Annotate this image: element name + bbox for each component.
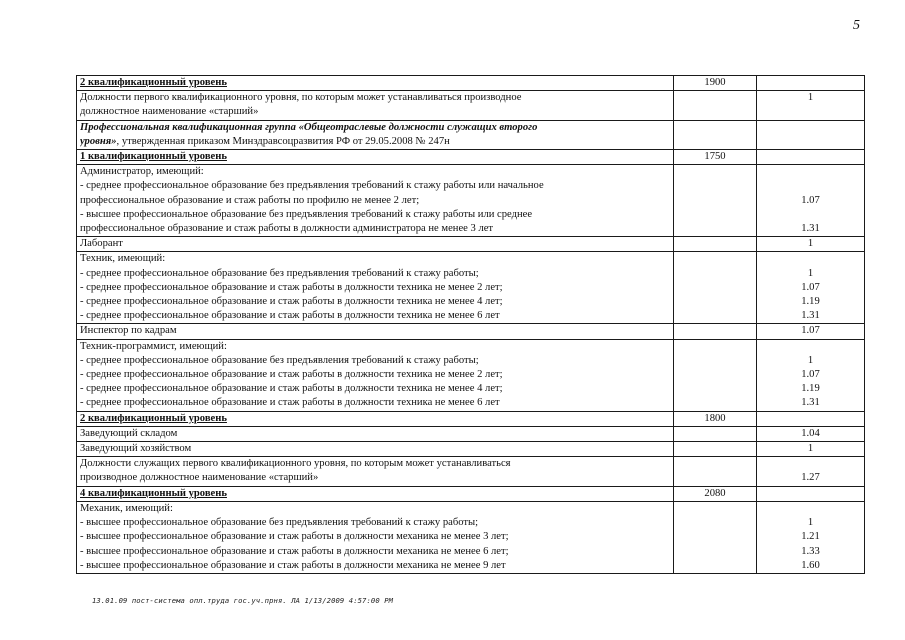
page-number: 5 <box>853 18 860 33</box>
position-text-line: Техник-программист, имеющий: <box>80 340 227 352</box>
coefficient-cell <box>757 486 865 501</box>
coefficient-value <box>760 457 861 471</box>
position-cell <box>77 339 674 411</box>
group-title-rest: , утвержденная приказом Минздравсоцразвития РФ от 29.05.2008 № 247н <box>116 135 450 147</box>
position-text-line: Лаборант <box>80 238 123 250</box>
position-cell <box>77 165 674 237</box>
coefficient-value: 1.27 <box>801 472 820 484</box>
position-text-line: Механик, имеющий: <box>80 502 173 514</box>
position-text-line: Должности служащих первого квалификационного уровня, по которым может устанавливаться <box>80 458 511 470</box>
coefficient-value: 1.60 <box>801 559 820 571</box>
salary-table <box>76 75 865 574</box>
coefficient-value: 1.19 <box>801 296 820 308</box>
coefficient-value: 1.21 <box>801 531 820 543</box>
position-cell <box>77 442 674 457</box>
coefficient-value: 1.31 <box>801 310 820 322</box>
table-row <box>77 501 865 573</box>
position-text-line: - среднее профессиональное образование без предъявления требований к стажу работы; <box>80 267 479 279</box>
position-text-line: - высшее профессиональное образование без предъявления требований к стажу работы; <box>80 517 479 529</box>
coefficient-value: 1.31 <box>801 397 820 409</box>
table-row <box>77 165 865 237</box>
table-row <box>77 120 865 149</box>
base-salary-cell <box>674 252 757 324</box>
coefficient-cell <box>757 426 865 441</box>
coefficient-value: 1 <box>807 443 814 455</box>
salary-table-body <box>77 76 865 574</box>
position-cell <box>77 457 674 486</box>
base-salary-cell <box>674 120 757 149</box>
coefficient-cell <box>757 324 865 339</box>
coefficient-value <box>760 179 861 193</box>
coefficient-value: 1.33 <box>801 545 820 557</box>
coefficient-value <box>760 208 861 222</box>
base-salary-cell: 2080 <box>674 486 757 501</box>
coefficient-value: 1.07 <box>801 281 820 293</box>
coefficient-value: 1.04 <box>801 427 820 439</box>
table-row <box>77 91 865 120</box>
base-salary-cell <box>674 426 757 441</box>
coefficient-cell <box>757 91 865 120</box>
group-title-line <box>80 135 670 149</box>
base-salary-cell <box>674 165 757 237</box>
position-cell <box>77 501 674 573</box>
coefficient-value: 1 <box>807 92 814 104</box>
table-row <box>77 411 865 426</box>
position-text-line: - среднее профессиональное образование без предъявления требований к стажу работы или начальное <box>80 180 544 192</box>
group-title-line <box>80 121 670 135</box>
position-cell <box>77 76 674 91</box>
position-text-line: - среднее профессиональное образование без предъявления требований к стажу работы; <box>80 354 479 366</box>
coefficient-value: 1.07 <box>801 325 820 337</box>
coefficient-cell <box>757 120 865 149</box>
coefficient-value <box>760 340 861 354</box>
table-row <box>77 457 865 486</box>
position-text-line: Заведующий складом <box>80 427 178 439</box>
table-row <box>77 150 865 165</box>
level-heading: 4 квалификационный уровень <box>80 487 227 499</box>
table-row <box>77 237 865 252</box>
base-salary-cell <box>674 501 757 573</box>
position-text-line: - среднее профессиональное образование и стаж работы в должности техника не менее 6 лет <box>80 397 500 409</box>
position-text-line: - среднее профессиональное образование и стаж работы в должности техника не менее 2 лет; <box>80 281 503 293</box>
position-cell <box>77 426 674 441</box>
level-heading: 2 квалификационный уровень <box>80 412 227 424</box>
base-salary-cell <box>674 91 757 120</box>
coefficient-cell <box>757 252 865 324</box>
position-text-line: - среднее профессиональное образование и стаж работы в должности техника не менее 2 лет; <box>80 369 503 381</box>
coefficient-value: 1.19 <box>801 383 820 395</box>
position-cell <box>77 411 674 426</box>
table-row <box>77 324 865 339</box>
position-text-line: Техник, имеющий: <box>80 253 166 265</box>
base-salary-cell <box>674 324 757 339</box>
base-salary-cell <box>674 339 757 411</box>
table-row <box>77 442 865 457</box>
coefficient-value <box>760 165 861 179</box>
coefficient-cell <box>757 501 865 573</box>
base-salary-cell: 1800 <box>674 411 757 426</box>
position-cell <box>77 486 674 501</box>
coefficient-cell <box>757 442 865 457</box>
position-text-line: - среднее профессиональное образование и стаж работы в должности техника не менее 4 лет; <box>80 383 503 395</box>
position-cell <box>77 91 674 120</box>
table-row <box>77 486 865 501</box>
coefficient-value: 1.31 <box>801 223 820 235</box>
position-text-line: - высшее профессиональное образование и стаж работы в должности механика не менее 3 лет; <box>80 531 509 543</box>
position-cell <box>77 237 674 252</box>
coefficient-value: 1 <box>807 517 814 529</box>
position-text-line: - среднее профессиональное образование и стаж работы в должности техника не менее 4 лет; <box>80 296 503 308</box>
base-salary-cell: 1750 <box>674 150 757 165</box>
position-text-line: Заведующий хозяйством <box>80 443 192 455</box>
table-row <box>77 76 865 91</box>
base-salary-cell <box>674 237 757 252</box>
base-salary-cell: 1900 <box>674 76 757 91</box>
group-title-italic: уровня» <box>80 135 117 147</box>
position-cell <box>77 324 674 339</box>
level-heading: 2 квалификационный уровень <box>80 77 227 88</box>
coefficient-cell <box>757 165 865 237</box>
coefficient-value <box>760 502 861 516</box>
position-text-line: Должности первого квалификационного уровня, по которым может устанавливаться производное <box>80 92 522 104</box>
position-text-line: Инспектор по кадрам <box>80 325 177 337</box>
position-cell <box>77 252 674 324</box>
table-row <box>77 339 865 411</box>
position-cell <box>77 150 674 165</box>
position-text-line: - высшее профессиональное образование без предъявления требований к стажу работы или среднее <box>80 208 533 220</box>
position-text-line: должностное наименование «старший» <box>80 106 259 118</box>
coefficient-cell <box>757 339 865 411</box>
position-text-line: Администратор, имеющий: <box>80 166 204 178</box>
coefficient-cell <box>757 411 865 426</box>
level-heading: 1 квалификационный уровень <box>80 151 227 163</box>
position-text-line: - высшее профессиональное образование и стаж работы в должности механика не менее 9 лет <box>80 559 506 571</box>
position-text-line: производное должностное наименование «старший» <box>80 472 319 484</box>
coefficient-value: 1.07 <box>801 194 820 206</box>
coefficient-value: 1.07 <box>801 369 820 381</box>
position-text-line: - высшее профессиональное образование и стаж работы в должности механика не менее 6 лет; <box>80 545 509 557</box>
coefficient-value: 1 <box>807 354 814 366</box>
position-text-line: профессиональное образование и стаж работы в должности администратора не менее 3 лет <box>80 223 494 235</box>
footer-stamp: 13.01.09 пост-система опл.труда гос.уч.прня. ЛА 1/13/2009 4:57:00 PM <box>92 596 394 605</box>
base-salary-cell <box>674 457 757 486</box>
table-row <box>77 252 865 324</box>
coefficient-value <box>760 252 861 266</box>
coefficient-cell <box>757 76 865 91</box>
coefficient-cell <box>757 237 865 252</box>
position-text-line: профессиональное образование и стаж работы по профилю не менее 2 лет; <box>80 194 420 206</box>
coefficient-cell <box>757 457 865 486</box>
group-title-italic: Профессиональная квалификационная группа «Общеотраслевые должности служащих второго <box>80 121 538 133</box>
coefficient-value: 1 <box>807 238 814 250</box>
table-row <box>77 426 865 441</box>
position-text-line: - среднее профессиональное образование и стаж работы в должности техника не менее 6 лет <box>80 310 500 322</box>
coefficient-cell <box>757 150 865 165</box>
coefficient-value: 1 <box>807 267 814 279</box>
position-cell <box>77 120 674 149</box>
base-salary-cell <box>674 442 757 457</box>
